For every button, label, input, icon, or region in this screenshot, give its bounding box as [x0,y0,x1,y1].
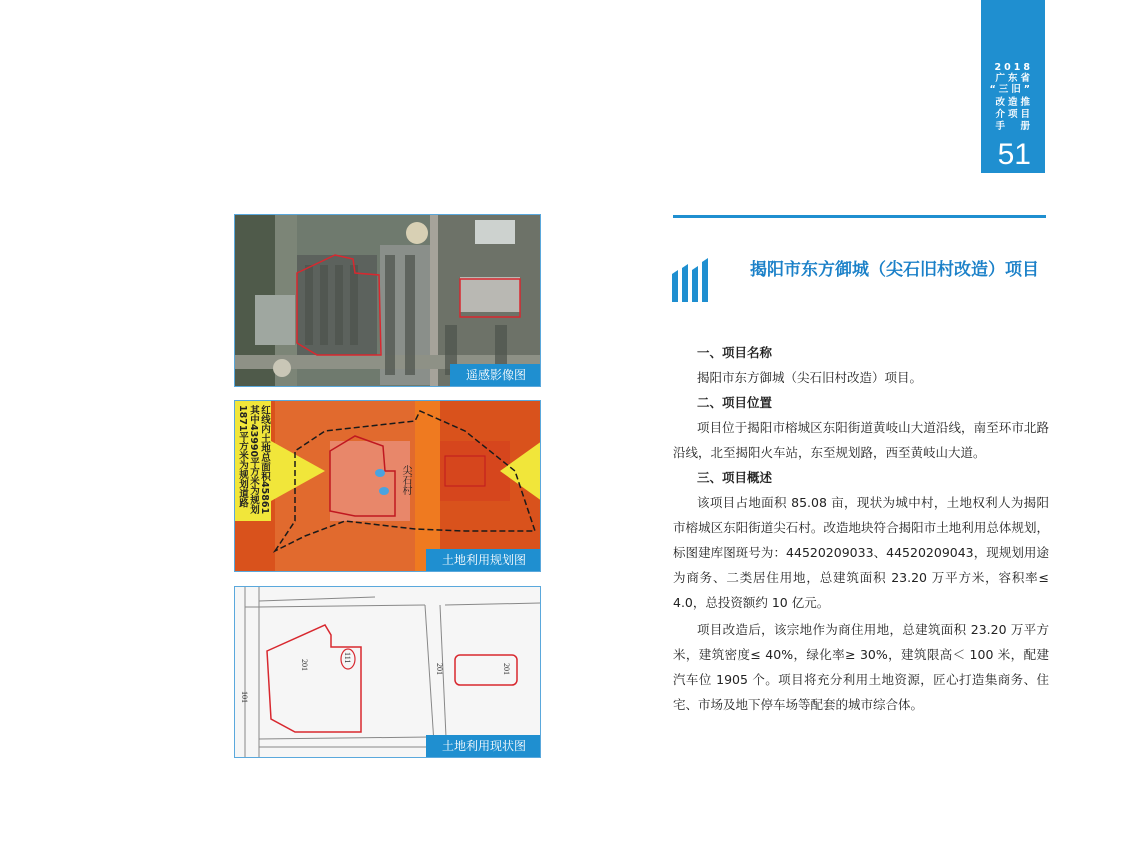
planning-side-note [237,405,271,515]
status-graphic [235,587,541,758]
section-3-paragraph-1: 该项目占地面积 85.08 亩，现状为城中村，土地权利人为揭阳市榕城区东阳街道尖石村。改造地块符合揭阳市土地利用总体规划，标图建库图斑号为：44520209033、44520209043，现规划用途为商务、二类居住用地，总建筑面积 23.20 万平方米，容积率≤ 4.0，总投资额约 10 亿元。 [673,495,1049,610]
chapter-tab [981,0,1045,173]
remote-sensing-caption: 遥感影像图 [450,364,540,386]
section-1-text: 揭阳市东方御城（尖石旧村改造）项目。 [697,370,923,385]
remote-sensing-image [234,214,541,387]
section-divider [673,215,1046,218]
land-planning-map [234,400,541,572]
tab-line-province: 广东省 [995,73,1033,84]
tab-line-gaizao: 改造推 [995,97,1033,108]
satellite-graphic [235,215,541,387]
tab-line-project: 介项目 [995,109,1033,120]
section-2-heading: 二、项目位置 [697,395,773,410]
side-note-line-3: 1871平方米为规划道路 [237,405,248,508]
section-2-text: 项目位于揭阳市榕城区东阳街道黄岐山大道沿线，南至环市北路沿线，北至揭阳火车站，东至规划路，西至黄岐山大道。 [673,420,1049,460]
land-planning-caption: 土地利用规划图 [426,549,540,571]
section-logo-icon [672,258,710,308]
status-label-b: 111 [343,652,352,664]
section-3-heading: 三、项目概述 [697,470,773,485]
tab-line-sanjiu: “三旧” [989,84,1033,95]
side-note-line-1: 红线内土地总面积45861 [259,405,270,515]
status-label-a: 201 [300,659,309,671]
section-1-heading: 一、项目名称 [697,345,773,360]
project-title: 揭阳市东方御城（尖石旧村改造）项目 [750,260,1039,280]
status-label-e: 101 [240,691,249,703]
tab-line-handbook: 手 册 [995,121,1033,132]
planning-side-note-text [237,405,270,514]
planning-graphic [235,401,541,572]
article-body [673,340,1049,717]
tab-line-year: 2018 [994,62,1033,73]
section-3-paragraph-2: 项目改造后，该宗地作为商住用地，总建筑面积 23.20 万平方米，建筑密度≤ 40%，绿化率≥ 30%，建筑限高＜ 100 米，配建汽车位 1905 个。项目将充分利用土地资源，匠心打造集商务、住宅、市场及地下停车场等配套的城市综合体。 [673,622,1049,712]
land-status-caption: 土地利用现状图 [426,735,540,757]
land-status-map [234,586,541,758]
status-label-c: 201 [435,663,444,675]
page-number: 51 [997,138,1031,171]
side-note-line-2: 其中43990平方米为规划 [248,405,259,515]
village-label: 尖石村 [400,465,411,495]
status-label-d: 201 [502,663,511,675]
